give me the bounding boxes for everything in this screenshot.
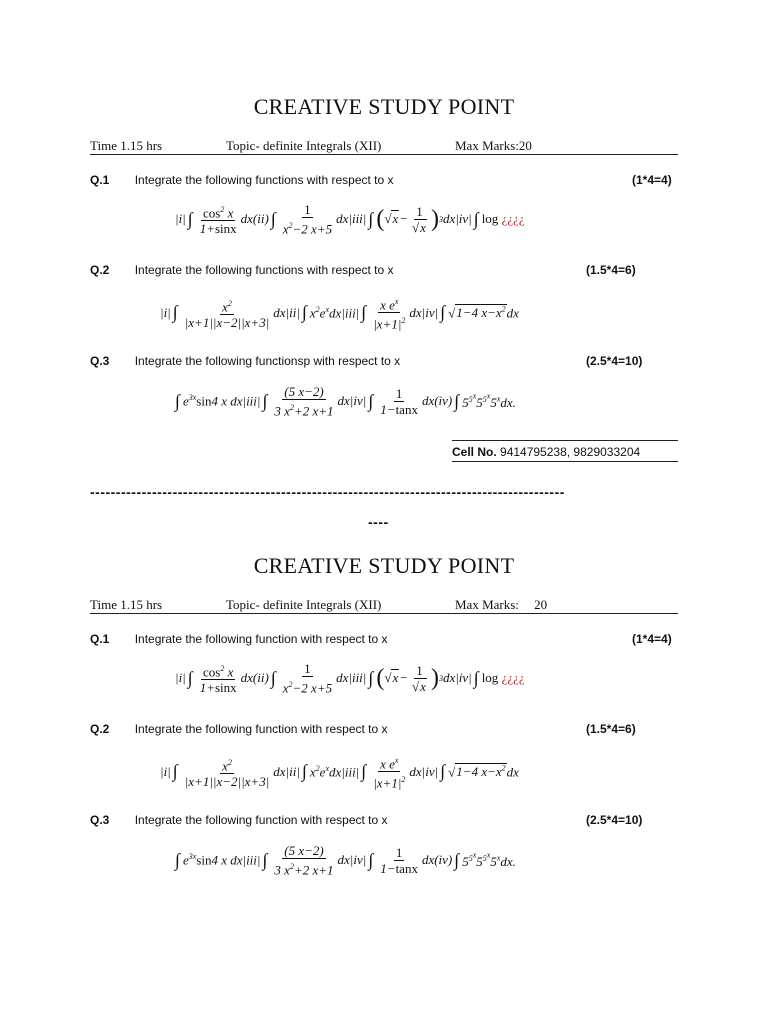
question-1-marks: (1*4=4) [632,173,672,187]
question-text: Integrate the following functionsp with respect to x [134,354,401,368]
cell-rule-bottom [452,461,678,462]
header-rule [90,154,678,155]
cell-numbers: 9414795238, 9829033204 [500,445,641,459]
question-2-marks: (1.5*4=6) [586,722,636,736]
question-text: Integrate the following function with respect to x [134,632,388,646]
max-marks-text: Max Marks: [455,597,519,612]
q3-formula: ∫ $e^{3x}\sin 4$ x dx|iii| ∫ $\frac{(5 x-2)}{3 x^2+2 x+1}$ dx|iv| ∫ $\frac{1}{1-\tan x}$ dx(iv) ∫ $5^{5^x}5^{5^x}5^xdx$. [175,384,516,419]
q2-formula: |i| ∫ $\frac{x^2}{|x+1||x-2||x+3|}$ dx|ii| ∫ $x^2e^xdx|iii|$ ∫ $\frac{x e^x}{|x+1|^2}$ dx|iv| ∫ √1−4 $x-x^2dx$ [160,294,519,332]
question-2-marks: (1.5*4=6) [586,263,636,277]
page-title: CREATIVE STUDY POINT [253,94,515,119]
question-3 [90,813,388,827]
topic-label: Topic- definite Integrals (XII) [226,138,382,153]
q1-formula: |i| ∫ $\frac{\cos^2 x}{1+\sin x}$ dx(ii) ∫ $\frac{1}{x^2-2 x+5}$ dx|iii| ∫ ( √x− $\frac{1}{√x}$ ) 3 dx|iv| ∫ log ¿¿¿¿ [175,661,525,696]
question-3 [90,354,400,368]
cell-label: Cell No. [452,445,497,459]
question-number: Q.2 [90,263,110,277]
cut-line-tail: ---- [368,514,389,530]
cut-line: -------------------------------------------------------------------------------------------- [90,484,565,500]
header-rule [90,613,678,614]
question-text: Integrate the following functions with respect to x [134,173,394,187]
time-label: Time 1.15 hrs [90,597,163,612]
question-2 [90,263,394,277]
question-3-marks: (2.5*4=10) [586,354,643,368]
question-number: Q.3 [90,354,110,368]
question-2 [90,722,388,736]
cell-number [452,445,640,459]
question-number: Q.1 [90,632,110,646]
question-number: Q.3 [90,813,110,827]
q3-formula: ∫ $e^{3x}\sin 4$ x dx|iii| ∫ $\frac{(5 x-2)}{3 x^2+2 x+1}$ dx|iv| ∫ $\frac{1}{1-\tan x}$ dx(iv) ∫ $5^{5^x}5^{5^x}5^xdx$. [175,843,516,878]
corrupt-glyphs: ¿¿¿¿ [501,670,525,686]
max-marks-label: Max Marks:20 [455,138,532,153]
question-text: Integrate the following function with respect to x [134,722,388,736]
corrupt-glyphs: ¿¿¿¿ [501,211,525,227]
q1-formula: |i| ∫ $\frac{\cos^2 x}{1+\sin x}$ dx(ii) ∫ $\frac{1}{x^2-2 x+5}$ dx|iii| ∫ ( √x− $\frac{1}{√x}$ ) 3 dx|iv| ∫ log ¿¿¿¿ [175,202,525,237]
page-title: CREATIVE STUDY POINT [253,553,515,578]
cell-rule-top [452,440,678,441]
question-1 [90,632,388,646]
topic-label: Topic- definite Integrals (XII) [226,597,382,612]
q2-formula: |i| ∫ $\frac{x^2}{|x+1||x-2||x+3|}$ dx|ii| ∫ $x^2e^xdx|iii|$ ∫ $\frac{x e^x}{|x+1|^2}$ dx|iv| ∫ √1−4 $x-x^2dx$ [160,753,519,791]
question-1 [90,173,394,187]
question-text: Integrate the following functions with respect to x [134,263,394,277]
question-number: Q.1 [90,173,110,187]
max-marks-label [455,597,547,613]
question-3-marks: (2.5*4=10) [586,813,643,827]
question-1-marks: (1*4=4) [632,632,672,646]
question-number: Q.2 [90,722,110,736]
max-marks-value: 20 [534,597,548,612]
time-label: Time 1.15 hrs [90,138,163,153]
question-text: Integrate the following function with respect to x [134,813,388,827]
